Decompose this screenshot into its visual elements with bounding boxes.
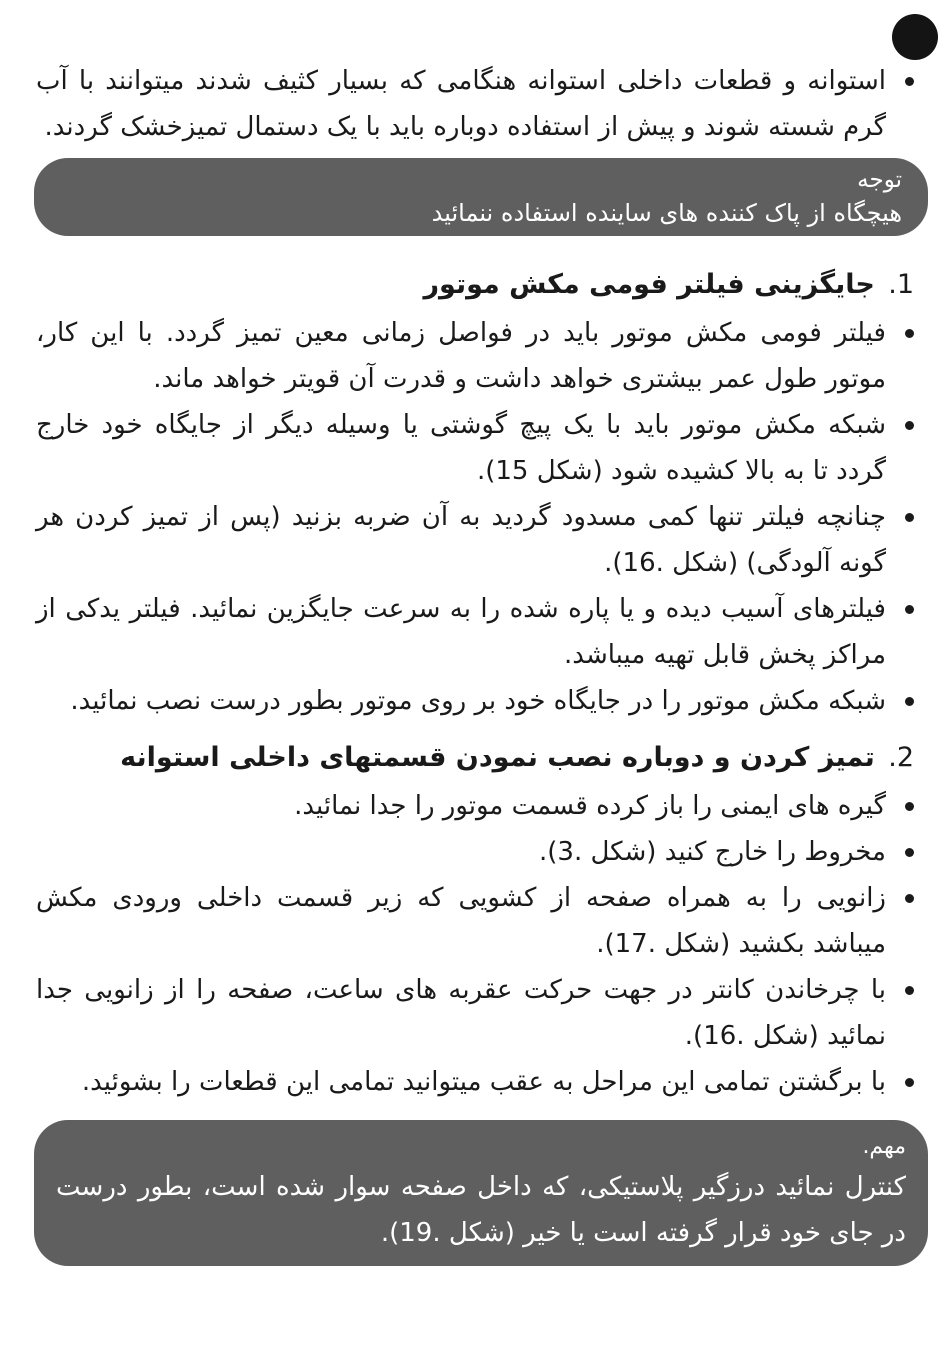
page-corner-marker	[892, 14, 938, 60]
list-item: شبکه مکش موتور باید با یک پیچ گوشتی یا وسیله دیگر از جایگاه خود خارج گردد تا به بالا کشیده شود (شکل 15).	[18, 402, 950, 494]
list-item: گیره های ایمنی را باز کرده قسمت موتور را جدا نمائید.	[18, 783, 950, 829]
section-2-heading	[120, 738, 914, 778]
list-item: زانویی را به همراه صفحه از کشویی که زیر قسمت داخلی ورودی مکش میباشد بکشید (شکل .17).	[18, 875, 950, 967]
important-text: کنترل نمائید درزگیر پلاستیکی، که داخل صفحه سوار شده است، بطور درست در جای خود قرار گرفته است یا خیر (شکل .19).	[56, 1172, 906, 1248]
important-title: مهم.	[862, 1134, 906, 1159]
section-1-number: 1.	[888, 269, 914, 300]
list-item: با چرخاندن کانتر در جهت حرکت عقربه های ساعت، صفحه را از زانویی جدا نمائید (شکل .16).	[18, 967, 950, 1059]
list-item: فیلترهای آسیب دیده و یا پاره شده را به سرعت جایگزین نمائید. فیلتر یدکی از مراکز پخش قابل تهیه میباشد.	[18, 586, 950, 678]
caution-title: توجه	[857, 167, 902, 193]
list-item: مخروط را خارج کنید (شکل .3).	[18, 829, 950, 875]
section-2-title: تمیز کردن و دوباره نصب نمودن قسمتهای داخلی استوانه	[120, 742, 875, 773]
intro-list	[18, 58, 950, 150]
caution-note-box	[34, 158, 928, 236]
important-note-box	[34, 1120, 928, 1266]
section-2-number: 2.	[888, 742, 914, 773]
caution-text: هیچگاه از پاک کننده های ساینده استفاده ننمائید	[431, 199, 902, 227]
section-2-list	[18, 783, 950, 1105]
list-item: شبکه مکش موتور را در جایگاه خود بر روی موتور بطور درست نصب نمائید.	[18, 678, 950, 724]
section-1-heading	[423, 265, 914, 305]
section-1-list	[18, 310, 950, 724]
list-item: با برگشتن تمامی این مراحل به عقب میتوانید تمامی این قطعات را بشوئید.	[18, 1059, 950, 1105]
section-1-title: جایگزینی فیلتر فومی مکش موتور	[423, 269, 875, 300]
list-item: استوانه و قطعات داخلی استوانه هنگامی که بسیار کثیف شدند میتوانند با آب گرم شسته شوند و پیش از استفاده دوباره باید با یک دستمال تمیزخشک گردند.	[18, 58, 950, 150]
list-item: فیلتر فومی مکش موتور باید در فواصل زمانی معین تمیز گردد. با این کار، موتور طول عمر بیشتری خواهد داشت و قدرت آن قویتر خواهد ماند.	[18, 310, 950, 402]
list-item: چنانچه فیلتر تنها کمی مسدود گردید به آن ضربه بزنید (پس از تمیز کردن هر گونه آلودگی) (شکل .16).	[18, 494, 950, 586]
